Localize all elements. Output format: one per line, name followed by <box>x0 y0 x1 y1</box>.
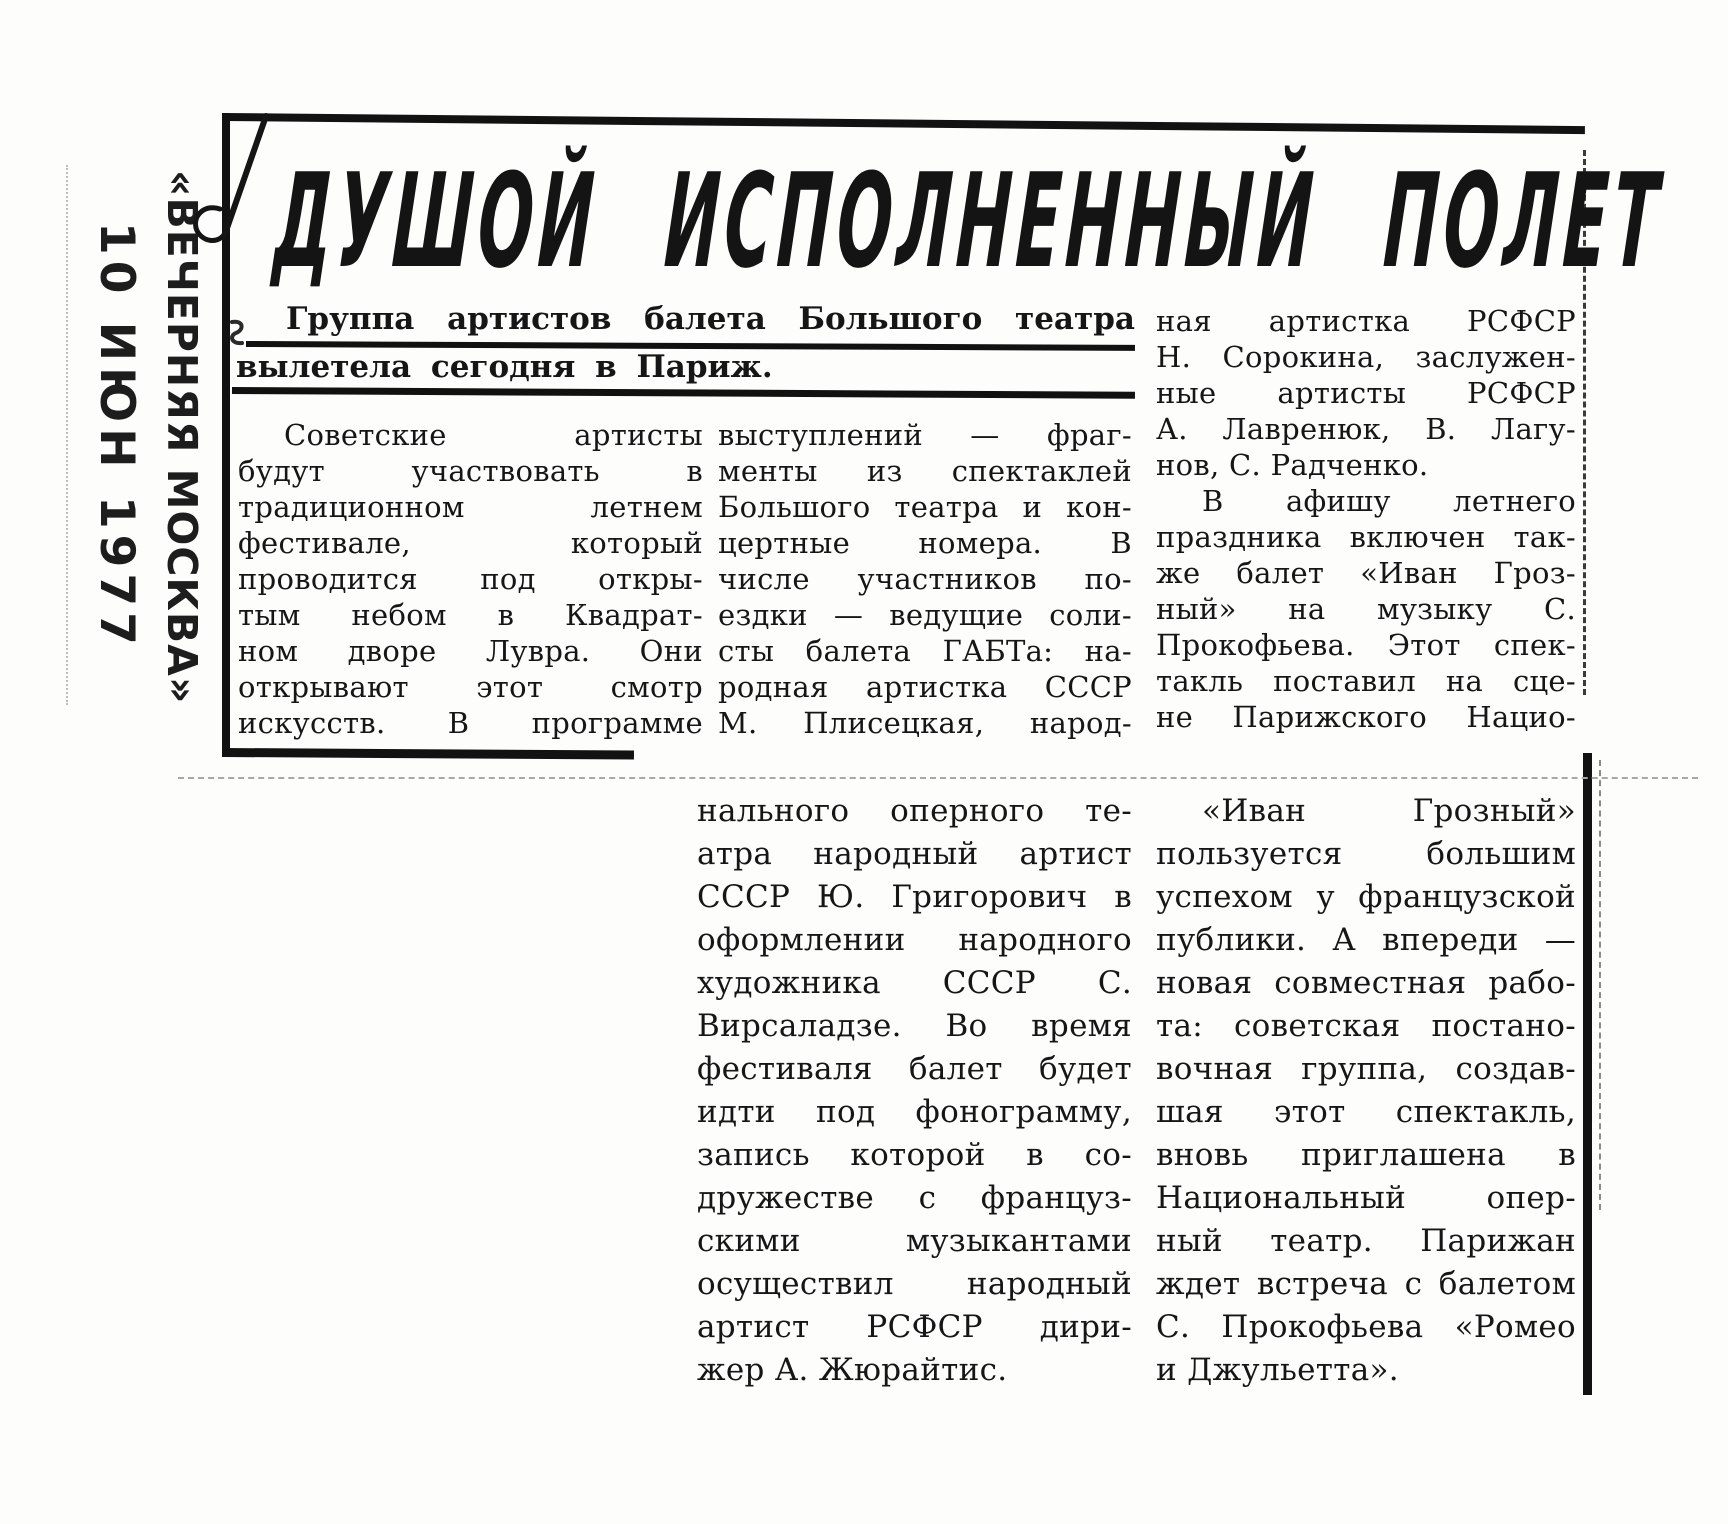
text-line: менты из спектаклей <box>718 454 1132 488</box>
article-headline: ДУШОЙ ИСПОЛНЕННЫЙ ПОЛЕТ <box>270 145 1667 297</box>
text-line: выступлений — фраг- <box>718 418 1132 452</box>
text-line: ждет встреча с балетом <box>1156 1266 1576 1302</box>
top-column-2 <box>718 417 1132 741</box>
clipping-bottom-left-border <box>224 748 634 760</box>
bottom-block-right-rule <box>1583 753 1592 1395</box>
text-line: Вирсаладзе. Во время <box>697 1008 1132 1044</box>
text-line: проводится под откры- <box>238 562 703 596</box>
text-line: не Парижского Нацио- <box>1156 700 1576 734</box>
text-line: праздника включен так- <box>1156 520 1576 554</box>
text-line: ные артисты РСФСР <box>1156 376 1576 410</box>
text-line: нов, С. Радченко. <box>1156 448 1429 482</box>
article-subhead-line2: вылетела сегодня в Париж. <box>236 349 773 385</box>
text-line: В афишу летнего <box>1202 484 1576 518</box>
text-line: родная артистка СССР <box>718 670 1132 704</box>
text-line: М. Плисецкая, народ- <box>718 706 1132 740</box>
text-line: числе участников по- <box>718 562 1132 596</box>
scan-edge-dots <box>66 165 68 705</box>
text-line: такль поставил на сце- <box>1156 664 1576 698</box>
text-line: атра народный артист <box>697 836 1132 872</box>
text-line: вочная группа, создав- <box>1156 1051 1576 1087</box>
top-column-3 <box>1156 303 1576 735</box>
text-line: осуществил народный <box>697 1266 1132 1302</box>
newspaper-name-stamp: «ВЕЧЕРНЯЯ МОСКВА» <box>158 170 206 705</box>
date-stamp: 10 ИЮН 1977 <box>89 222 144 651</box>
text-line: сты балета ГАБТа: на- <box>718 634 1132 668</box>
text-line: традиционном летнем <box>238 490 703 524</box>
text-line: фестивале, который <box>238 526 703 560</box>
text-line: ная артистка РСФСР <box>1156 304 1576 338</box>
bottom-column-right <box>1156 790 1576 1392</box>
text-line: Советские артисты <box>284 418 703 452</box>
subhead-underline-2 <box>232 387 1135 399</box>
text-line: шая этот спектакль, <box>1156 1094 1576 1130</box>
cut-crease-line <box>178 777 1698 779</box>
text-line: вновь приглашена в <box>1156 1137 1576 1173</box>
text-line: жер А. Жюрайтис. <box>697 1352 1008 1388</box>
text-line: дружестве с француз- <box>697 1180 1132 1216</box>
text-line: нального оперного те- <box>697 793 1132 829</box>
text-line: идти под фонограмму, <box>697 1094 1132 1130</box>
text-line: тым небом в Квадрат- <box>238 598 703 632</box>
text-line: пользуется большим <box>1156 836 1576 872</box>
text-line: Национальный опер- <box>1156 1180 1576 1216</box>
text-line: открывают этот смотр <box>238 670 703 704</box>
text-line: художника СССР С. <box>697 965 1132 1001</box>
text-line: та: советская постано- <box>1156 1008 1576 1044</box>
text-line: публики. А впереди — <box>1156 922 1576 958</box>
text-line: цертные номера. В <box>718 526 1132 560</box>
text-line: ный» на музыку С. <box>1156 592 1576 626</box>
top-column-1 <box>238 417 703 741</box>
text-line: Большого театра и кон- <box>718 490 1132 524</box>
text-line: фестиваля балет будет <box>697 1051 1132 1087</box>
text-line: С. Прокофьева «Ромео <box>1156 1309 1576 1345</box>
text-line: «Иван Грозный» <box>1202 793 1576 829</box>
text-line: запись которой в со- <box>697 1137 1132 1173</box>
bottom-column-left <box>697 790 1132 1392</box>
text-line: Н. Сорокина, заслужен- <box>1156 340 1576 374</box>
text-line: искусств. В программе <box>238 706 703 740</box>
text-line: и Джульетта». <box>1156 1352 1399 1388</box>
text-line: ном дворе Лувра. Они <box>238 634 703 668</box>
text-line: скими музыкантами <box>697 1223 1132 1259</box>
text-line: новая совместная рабо- <box>1156 965 1576 1001</box>
bottom-block-right-dash <box>1599 760 1601 1210</box>
text-line: артист РСФСР дири- <box>697 1309 1132 1345</box>
text-line: успехом у французской <box>1156 879 1576 915</box>
text-line: оформлении народного <box>697 922 1132 958</box>
clipping-top-border <box>223 113 1585 134</box>
text-line: же балет «Иван Гроз- <box>1156 556 1576 590</box>
article-subhead-line1: Группа артистов балета Большого театра <box>286 301 1135 337</box>
text-line: СССР Ю. Григорович в <box>697 879 1132 915</box>
text-line: ный театр. Парижан <box>1156 1223 1576 1259</box>
text-line: А. Лавренюк, В. Лагу- <box>1156 412 1576 446</box>
text-line: будут участвовать в <box>238 454 703 488</box>
text-line: ездки — ведущие соли- <box>718 598 1132 632</box>
text-line: Прокофьева. Этот спек- <box>1156 628 1576 662</box>
